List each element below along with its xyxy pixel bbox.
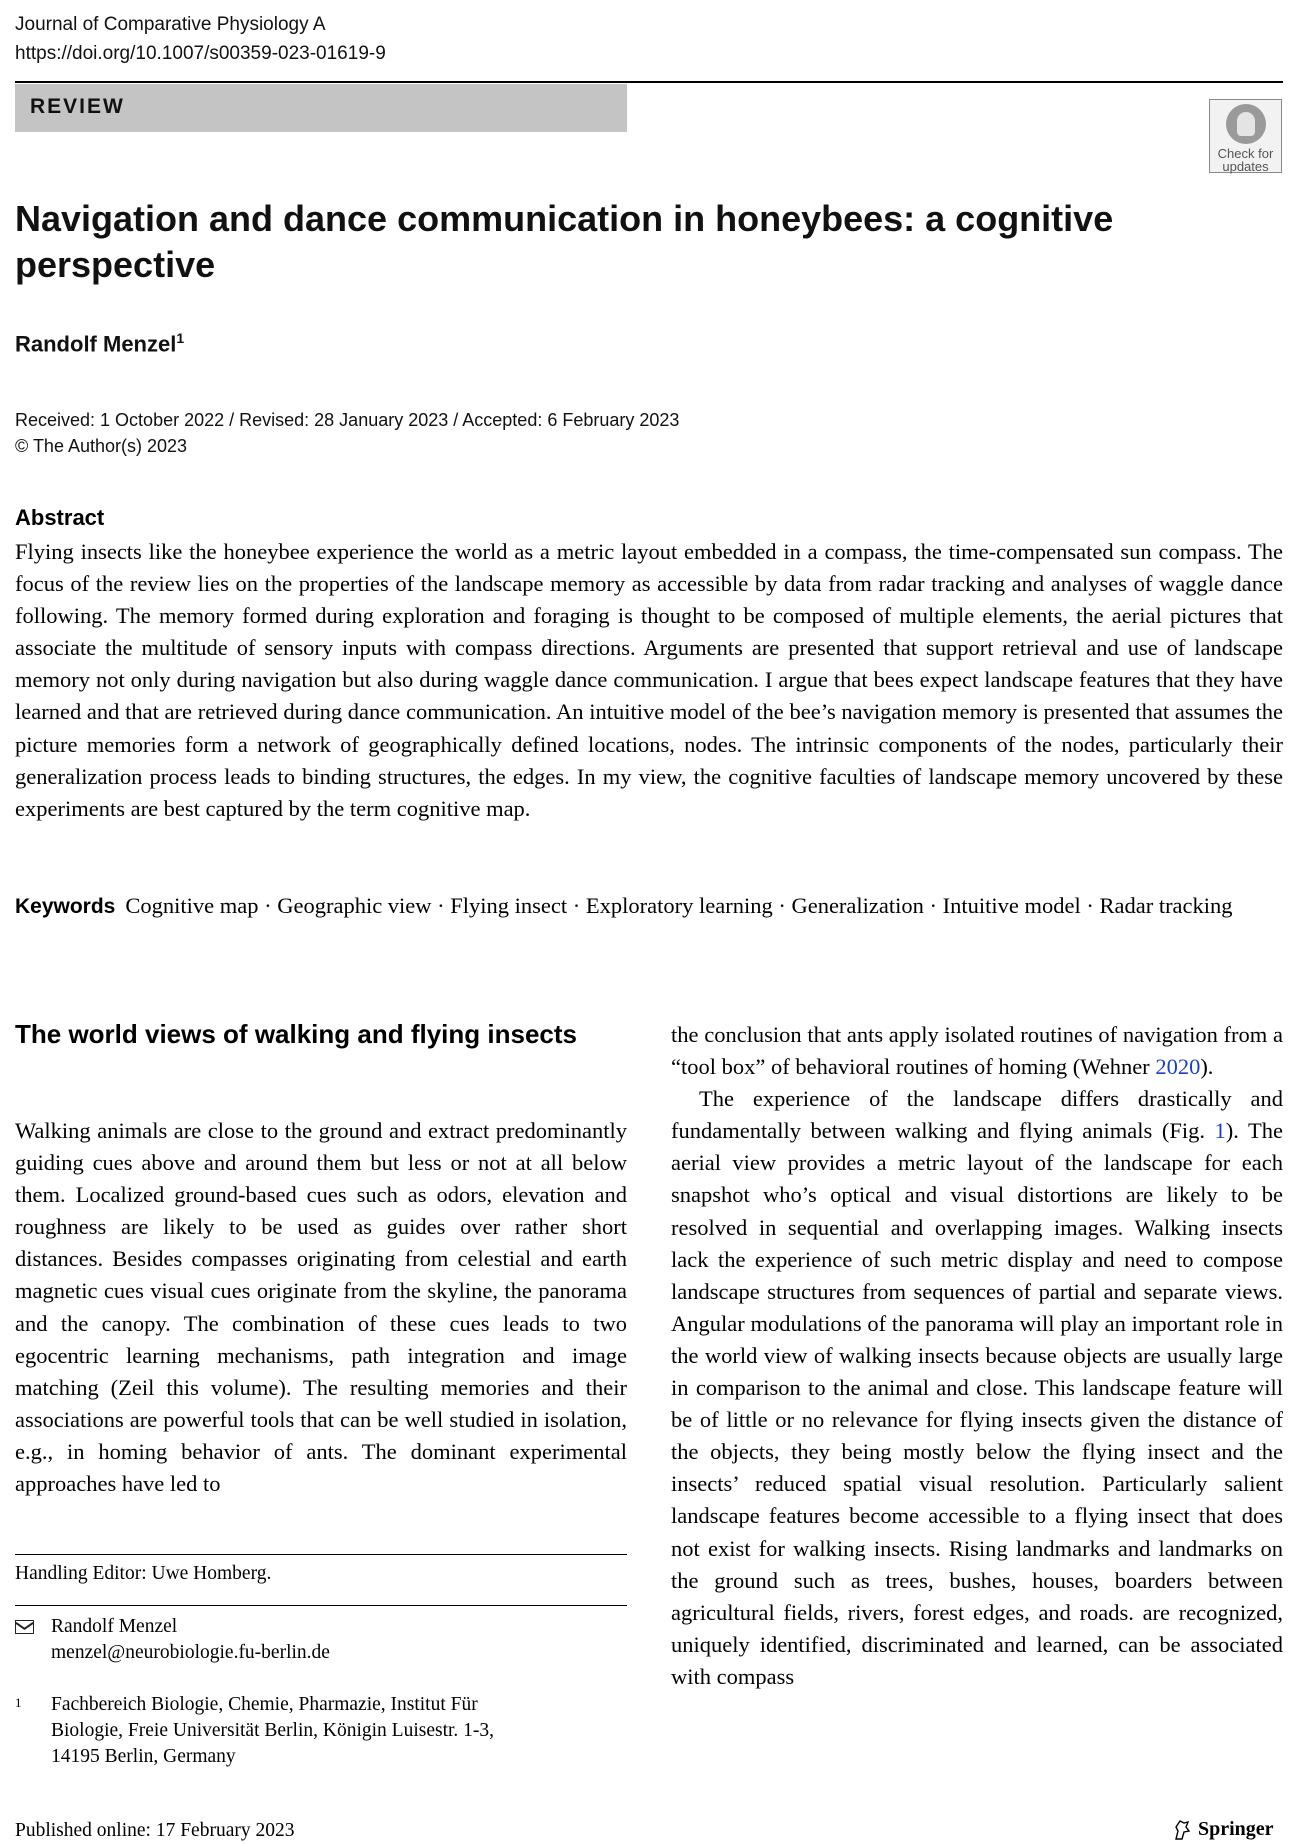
article-type-label: REVIEW (30, 95, 125, 118)
keywords-label: Keywords (15, 895, 116, 918)
right-paragraph-2-rest: ). The aerial view provides a metric layout of the landscape for each snapshot who’s optical and visual distortions are likely to be resolved in sequential and overlapping images. Walking insects lack the experience of such metric display and need to compose landscape structures from sequences of partial and separate views. Angular modulations of the panorama will play an important role in the world view of walking insects because objects are usually large in comparison to the animal and close. This landscape feature will be of little or no relevance for flying insects given the distance of the objects, they being mostly below the flying insect and the insects’ reduced spatial visual resolution. Particularly salient landscape features become accessible to a flying insect that does not exist for walking insects. Rising landmarks and landmarks on the ground such as trees, bushes, houses, boarders between agricultural fields, rivers, forest edges, and roads. are recognized, uniquely identified, discriminated and learned, can be associated with compass (671, 1118, 1283, 1689)
doi-link[interactable]: https://doi.org/10.1007/s00359-023-01619-9 (15, 43, 386, 64)
author-affil-mark[interactable]: 1 (176, 330, 185, 346)
right-paragraph-1-text: the conclusion that ants apply isolated routines of navigation from a “tool box” of behavioral routines of homing (Wehner (671, 1022, 1283, 1080)
handling-editor: Handling Editor: Uwe Homberg. (15, 1563, 272, 1584)
abstract-text: Flying insects like the honeybee experience the world as a metric layout embedded in a compass, the time-compensated sun compass. The focus of the review lies on the properties of the landscape memory as accessible by data from radar tracking and analyses of waggle dance following. The memory formed during exploration and foraging is thought to be composed of multiple elements, the aerial pictures that associate the multitude of sensory inputs with compass directions. Arguments are presented that support retrieval and use of landscape memory not only during navigation but also during waggle dance communication. I argue that bees expect landscape features that they have learned and that are retrieved during dance communication. An intuitive model of the bee’s navigation memory is presented that assumes the picture memories form a network of geographically defined locations, nodes. The intrinsic components of the nodes, particularly their generalization process leads to binding structures, the edges. In my view, the cognitive faculties of landscape memory uncovered by these experiments are best captured by the term cognitive map. (15, 539, 1283, 821)
citation-link-wehner-2020[interactable]: 2020 (1155, 1054, 1201, 1080)
publisher-name: Springer (1198, 1818, 1274, 1840)
envelope-icon (15, 1620, 34, 1634)
contact-email[interactable]: menzel@neurobiologie.fu-berlin.de (51, 1642, 330, 1663)
keywords-list: Cognitive map · Geographic view · Flying insect · Exploratory learning · Generalization · Intuitive model · Radar tracking (125, 893, 1233, 918)
article-history: Received: 1 October 2022 / Revised: 28 January 2023 / Accepted: 6 February 2023 (15, 410, 680, 430)
keywords (15, 890, 1283, 923)
right-paragraph-1-end: ). (1200, 1054, 1214, 1080)
header-rule (15, 81, 1283, 83)
article-title: Navigation and dance communication in honeybees: a cognitive perspective (15, 198, 1114, 285)
right-paragraph-2-text: The experience of the landscape differs drastically and fundamentally between walking and flying animals (Fig. (671, 1086, 1283, 1144)
springer-horse-icon (1172, 1819, 1192, 1841)
footnote-rule (15, 1605, 627, 1606)
right-paragraph-1 (671, 1019, 1283, 1083)
published-online: Published online: 17 February 2023 (15, 1820, 295, 1841)
check-for-updates-button[interactable] (1209, 99, 1282, 173)
right-paragraph-2 (671, 1083, 1283, 1693)
journal-name: Journal of Comparative Physiology A (15, 14, 326, 35)
figure-link-1[interactable]: 1 (1214, 1118, 1226, 1144)
bookmark-icon (1226, 104, 1266, 144)
contact-name: Randolf Menzel (51, 1616, 178, 1637)
article-dates (15, 407, 679, 459)
affiliation-line: 14195 Berlin, Germany (51, 1746, 236, 1767)
affiliation-line: Fachbereich Biologie, Chemie, Pharmazie, Institut Für (51, 1694, 478, 1715)
affiliation-line: Biologie, Freie Universität Berlin, Königin Luisestr. 1-3, (51, 1720, 495, 1741)
check-updates-line2: updates (1222, 159, 1269, 174)
article-type-band (15, 84, 627, 132)
publisher-logo[interactable] (1172, 1818, 1274, 1841)
author-name[interactable]: Randolf Menzel (15, 331, 177, 357)
check-updates-line1: Check for (1217, 146, 1274, 161)
abstract-heading: Abstract (15, 505, 105, 530)
left-column-paragraph: Walking animals are close to the ground and extract predominantly guiding cues above and around them but less or not at all below them. Localized ground-based cues such as odors, elevation and roughness are likely to be used as guides over rather short distances. Besides compasses originating from celestial and earth magnetic cues visual cues originate from the skyline, the panorama and the canopy. The combination of these cues leads to two egocentric learning mechanisms, path integration and image matching (Zeil this volume). The resulting memories and their associations are powerful tools that can be well studied in isolation, e.g., in homing behavior of ants. The dominant experimental approaches have led to (15, 1118, 627, 1497)
copyright: © The Author(s) 2023 (15, 436, 188, 456)
affiliation (15, 1692, 627, 1770)
journal-meta (15, 10, 386, 68)
footnote-rule (15, 1554, 627, 1555)
section-heading: The world views of walking and flying insects (15, 1019, 577, 1049)
affiliation-number: 1 (15, 1695, 22, 1710)
author-line (15, 330, 184, 357)
corresponding-author (15, 1614, 627, 1666)
right-column (671, 1019, 1283, 1693)
